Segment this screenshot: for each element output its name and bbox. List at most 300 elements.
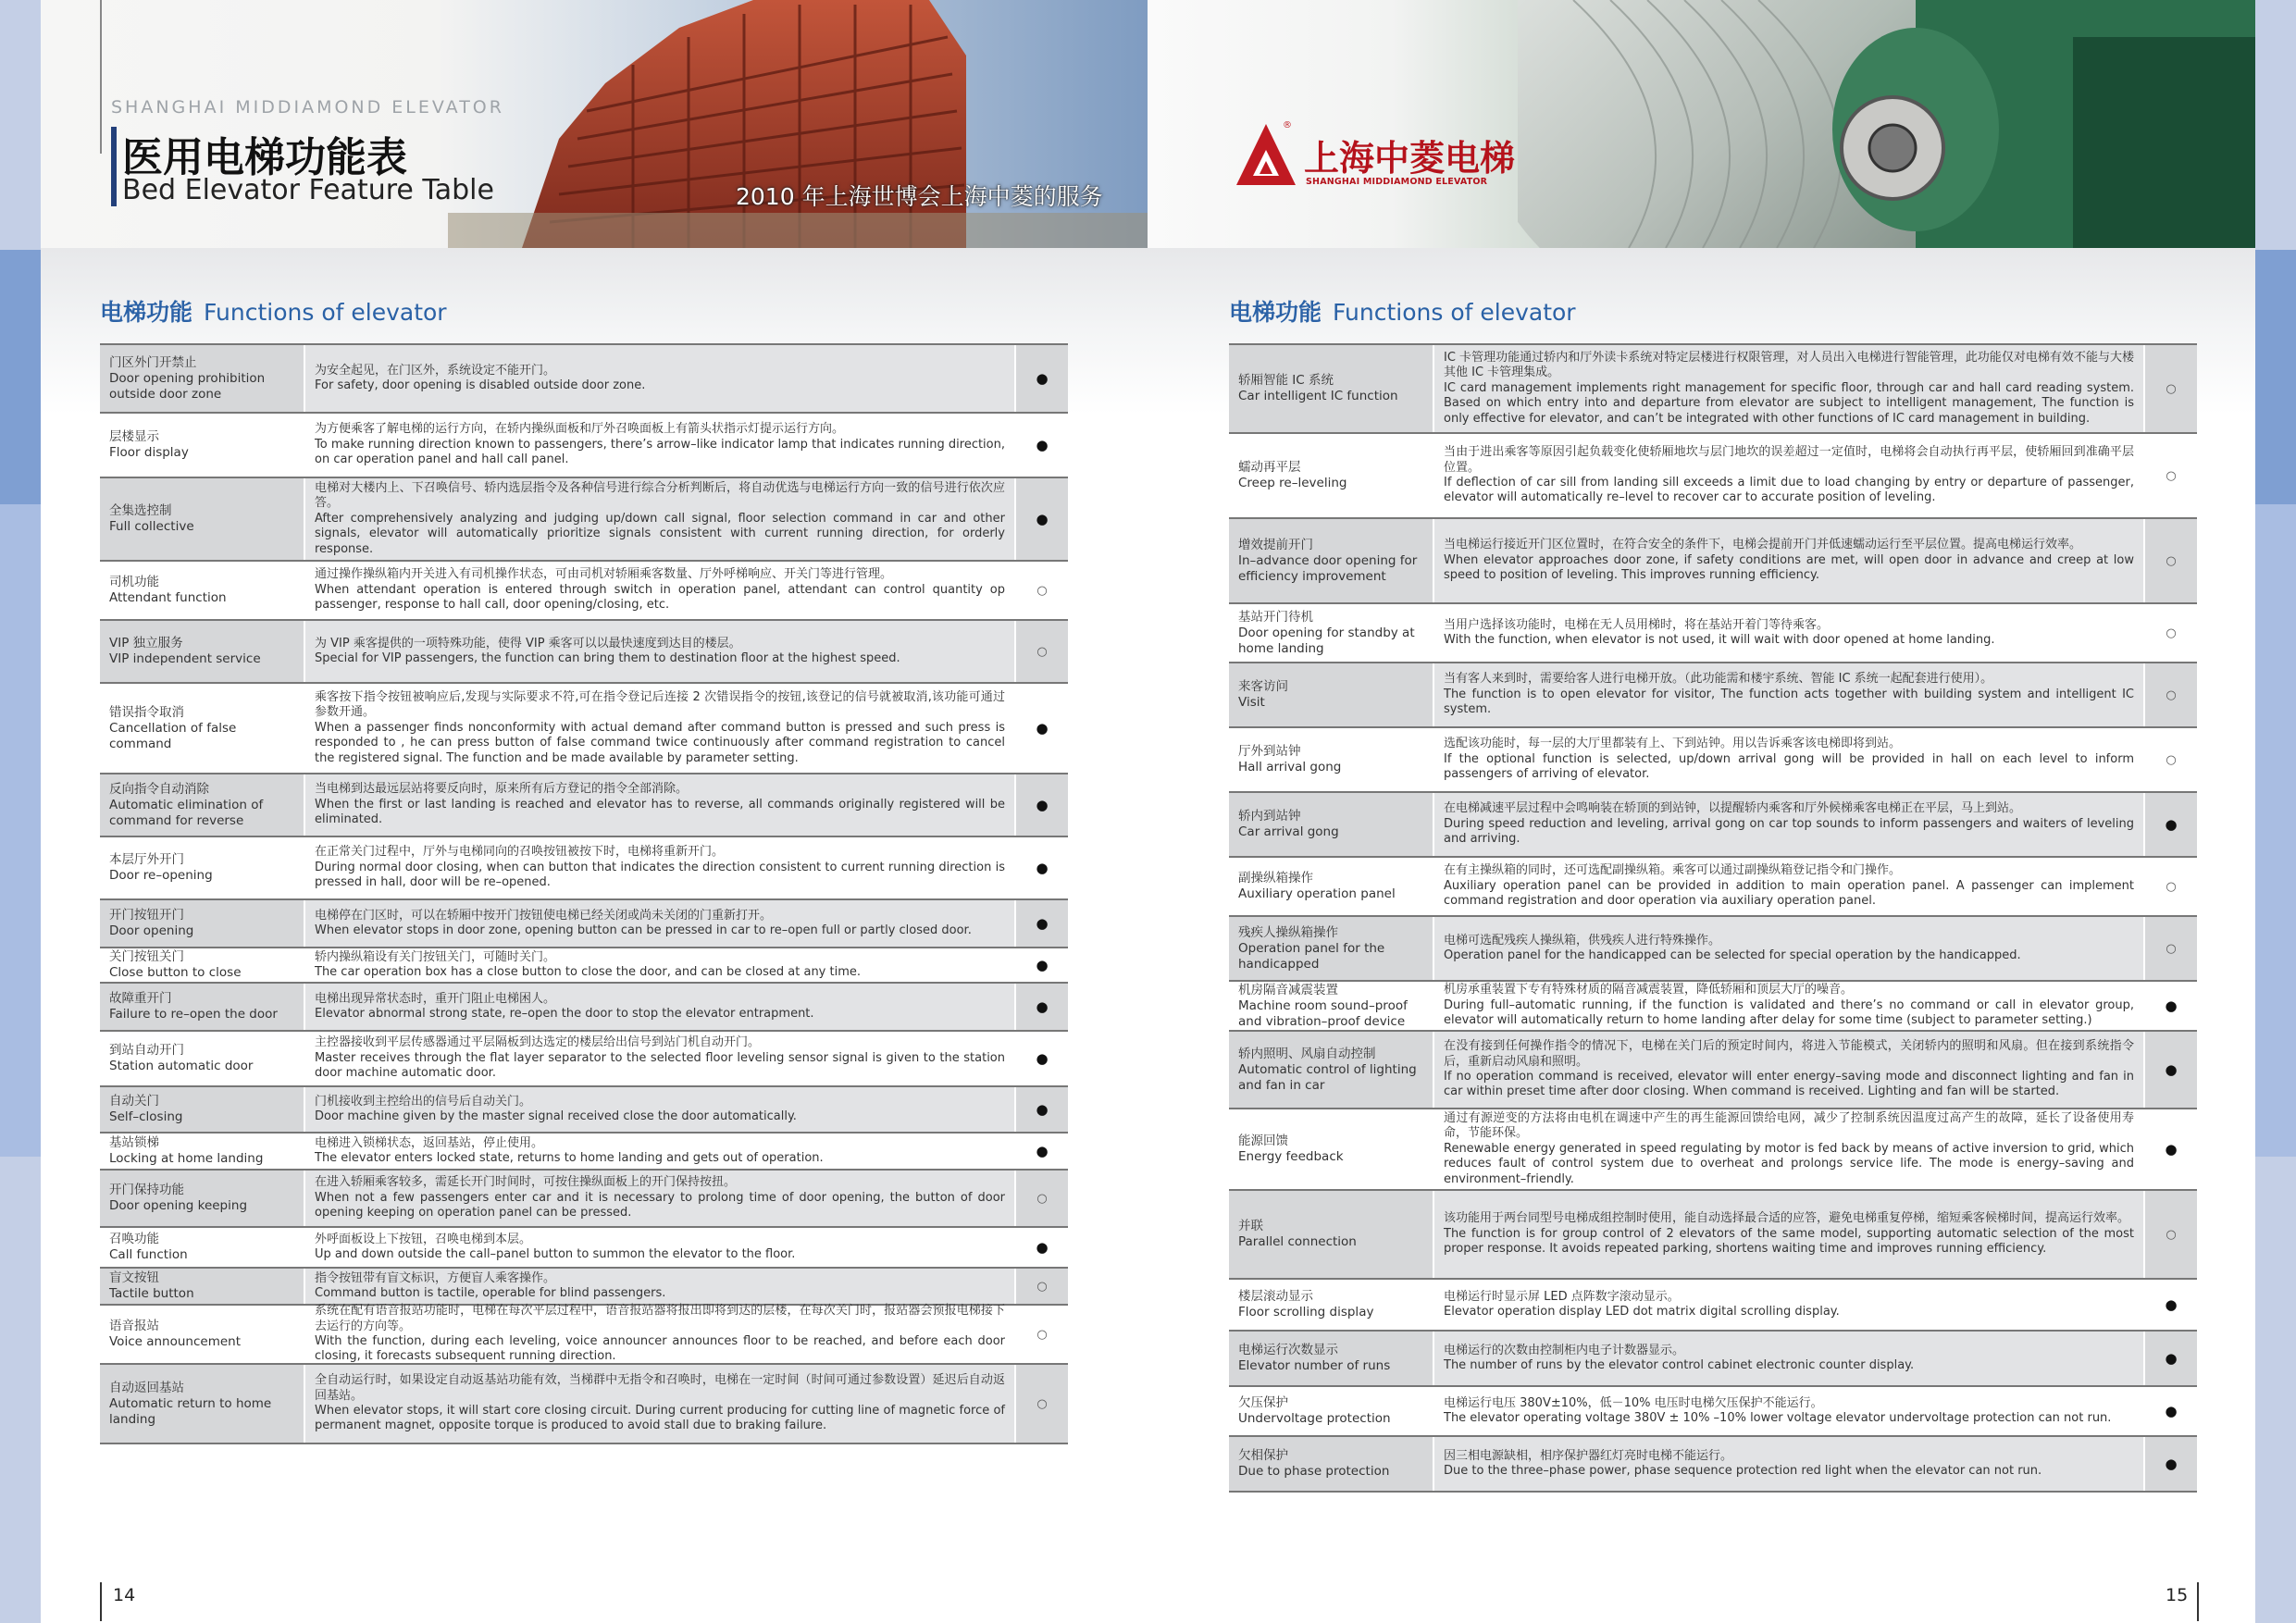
standard-mark-icon: ● [2165, 1296, 2178, 1313]
standard-mark-icon: ● [1036, 1143, 1049, 1159]
feature-description [305, 1306, 1016, 1363]
table-row [1229, 663, 2197, 728]
table-row [100, 774, 1068, 837]
feature-name [1229, 1437, 1434, 1491]
feature-name-en: Door opening keeping [109, 1198, 248, 1213]
feature-description-cn: 当由于进出乘客等原因引起负载变化使轿厢地坎与层门地坎的误差超过一定值时，电梯将会自动执行再平层，使轿厢回到准确平层位置。 [1444, 445, 2134, 475]
feature-name-en: Car intelligent IC function [1238, 389, 1398, 403]
standard-mark-icon: ● [2165, 997, 2178, 1014]
feature-name-en: Close button to close [109, 965, 242, 980]
table-row [100, 1032, 1068, 1087]
feature-description-cn: 门机接收到主控给出的信号后自动关门。 [315, 1094, 532, 1109]
optional-mark-icon: ○ [2166, 468, 2177, 483]
feature-description-cn: 当用户选择该功能时，电梯在无人员用梯时，将在基站开着门等待乘客。 [1444, 617, 1830, 632]
feature-description-en: When elevator stops, it will start core closing circuit. During current producing for cutting line of magnetic force of permanent magnet, opposite torque is produced to avoid stall due to braking failure. [315, 1404, 1005, 1433]
standard-mark-icon: ● [1016, 774, 1068, 836]
feature-description [305, 1134, 1016, 1169]
standard-mark-icon: ● [1036, 957, 1049, 973]
page-number: 14 [113, 1585, 136, 1605]
feature-description-cn: 在进入轿厢乘客较多，需延长开门时间时，可按住操纵面板上的开门保持按扭。 [315, 1175, 737, 1190]
feature-description [305, 414, 1016, 477]
feature-name-en: Operation panel for the handicapped [1238, 940, 1385, 972]
feature-description [1434, 1387, 2145, 1435]
feature-name-cn: 关门按钮关门 [109, 949, 184, 964]
optional-mark-icon: ○ [1016, 1171, 1068, 1226]
right-header [1148, 0, 2255, 248]
traction-machine-photo [1518, 0, 2255, 248]
standard-mark-icon: ● [1016, 345, 1068, 412]
feature-description-cn: 电梯运行电压 380V±10%，低－10% 电压时电梯欠压保护不能运行。 [1444, 1395, 1823, 1410]
feature-name-en: Voice announcement [109, 1334, 242, 1349]
feature-description [1434, 434, 2145, 517]
feature-description [305, 948, 1016, 982]
feature-name-cn: 轿内到站钟 [1238, 809, 1301, 824]
standard-mark-icon: ● [2165, 1403, 2178, 1419]
page-title-cn: 医用电梯功能表 [122, 134, 407, 181]
standard-mark-icon: ● [1016, 984, 1068, 1030]
feature-name [100, 1228, 305, 1267]
optional-mark-icon: ○ [1016, 621, 1068, 682]
photo-caption: 2010 年上海世博会上海中菱的服务 [736, 183, 1103, 210]
feature-name-en: Tactile button [109, 1286, 194, 1301]
feature-name [1229, 1109, 1434, 1189]
feature-name-en: Machine room sound–proof and vibration–proof device [1238, 997, 1408, 1029]
feature-description-en: If deflection of car sill from landing sill exceeds a limit due to load changing by entry or departure of passenger, elevator will automatically re–level to recover car to accurate position of leveling. [1444, 476, 2134, 505]
feature-name-cn: 基站锁梯 [109, 1135, 159, 1150]
feature-name-cn: 门区外门开禁止 [109, 354, 197, 370]
feature-description-cn: 电梯停在门区时，可以在轿厢中按开门按钮使电梯已经关闭或尚未关闭的门重新打开。 [315, 908, 773, 923]
feature-name-en: In–advance door opening for efficiency improvement [1238, 552, 1418, 584]
feature-description [1434, 858, 2145, 915]
feature-description [305, 1365, 1016, 1443]
standard-mark-icon: ● [1016, 900, 1068, 947]
feature-name-cn: 自动关门 [109, 1094, 159, 1109]
feature-name-cn: 副操纵箱操作 [1238, 871, 1313, 886]
feature-name [1229, 793, 1434, 856]
feature-description-en: Up and down outside the call–panel button to summon the elevator to the floor. [315, 1247, 796, 1261]
feature-description-en: The number of runs by the elevator control cabinet electronic counter display. [1444, 1358, 1915, 1372]
table-row [100, 621, 1068, 684]
feature-name [1229, 982, 1434, 1030]
feature-name-cn: 能源回馈 [1238, 1134, 1288, 1148]
feature-description-cn: 为安全起见，在门区外，系统设定不能开门。 [315, 363, 556, 378]
optional-mark-icon: ○ [1036, 583, 1048, 598]
feature-name [100, 1087, 305, 1132]
feature-description-en: When attendant operation is entered through switch in operation panel, attendant can control quantity op passenger, response to hall call, door opening/closing, etc. [315, 582, 1005, 613]
feature-description [1434, 1280, 2145, 1330]
feature-name-cn: 全集选控制 [109, 503, 172, 518]
feature-description-en: IC card management implements right management for specific floor, through car and hall card reading system. Based on which entry into and departure from elevator are subject to intelligent management, The function is only effective for elevator, and can’t be integrated with other functions of IC card management in building. [1444, 380, 2134, 426]
standard-mark-icon: ● [1036, 720, 1049, 737]
feature-description-cn: 当电梯到达最远层站将要反向时，原来所有后方登记的指令全部消除。 [315, 782, 689, 797]
feature-description-en: The elevator operating voltage 380V ± 10% –10% lower voltage elevator undervoltage protection can not run. [1444, 1411, 2112, 1425]
feature-name-en: Door re–opening [109, 868, 213, 883]
feature-name-cn: 轿厢智能 IC 系统 [1238, 373, 1334, 388]
table-row [1229, 1109, 2197, 1191]
table-row [100, 1269, 1068, 1306]
feature-name-en: Due to phase protection [1238, 1464, 1390, 1479]
feature-name [100, 345, 305, 412]
feature-name-en: Full collective [109, 519, 194, 534]
feature-description [305, 774, 1016, 836]
feature-description [305, 1032, 1016, 1085]
feature-name-cn: 蠕动再平层 [1238, 460, 1301, 475]
table-row [100, 984, 1068, 1032]
feature-description-cn: 主控器接收到平层传感器通过平层隔板到达选定的楼层给出信号到站门机自动开门。 [315, 1035, 761, 1050]
middiamond-logo-icon [1235, 118, 1297, 189]
optional-mark-icon: ○ [2145, 917, 2197, 980]
table-row [1229, 728, 2197, 793]
table-row [100, 1228, 1068, 1269]
feature-name [100, 837, 305, 898]
standard-mark-icon: ● [2145, 1032, 2197, 1108]
feature-description-en: Operation panel for the handicapped can be selected for special operation by the handicapped. [1444, 948, 2021, 962]
table-row [1229, 519, 2197, 604]
feature-name-cn: 司机功能 [109, 575, 159, 589]
feature-name-cn: 机房隔音减震装置 [1238, 982, 1338, 997]
optional-mark-icon: ○ [1036, 1327, 1048, 1342]
feature-name-en: VIP independent service [109, 651, 261, 666]
feature-description-en: With the function, when elevator is not used, it will wait with door opened at home landing. [1444, 633, 1995, 647]
feature-description-cn: 乘客按下指令按钮被响应后,发现与实际要求不符,可在指令登记后连接 2 次错误指令的按钮,该登记的信号就被取消,该功能可通过参数开通。 [315, 689, 1005, 720]
table-row [100, 478, 1068, 562]
table-row [1229, 604, 2197, 663]
standard-mark-icon: ● [1036, 860, 1049, 876]
feature-name [1229, 1332, 1434, 1385]
feature-description [305, 837, 1016, 898]
right-edge-stripe [2255, 0, 2296, 1623]
registered-mark: ® [1283, 120, 1292, 130]
feature-name [100, 684, 305, 773]
feature-name-cn: 电梯运行次数显示 [1238, 1343, 1338, 1357]
feature-description-cn: IC 卡管理功能通过轿内和厅外读卡系统对特定层楼进行权限管理，对人员出入电梯进行智能管理，此功能仅对电梯有效不能与大楼其他 IC 卡管理集成。 [1444, 350, 2134, 380]
feature-description [305, 900, 1016, 947]
table-row [1229, 793, 2197, 858]
table-row [1229, 1032, 2197, 1109]
feature-description-cn: 该功能用于两台同型号电梯成组控制时使用，能自动选择最合适的应答，避免电梯重复停梯，缩短乘客候梯时间，提高运行效率。 [1444, 1211, 2130, 1226]
feature-description-cn: 为方便乘客了解电梯的运行方向，在轿内操纵面板和厅外召唤面板上有箭头状指示灯提示运行方向。 [315, 422, 845, 437]
feature-description-en: Master receives through the flat layer separator to the selected floor leveling sensor signal is given to the station door machine automatic door. [315, 1050, 1005, 1081]
feature-name-cn: 并联 [1238, 1219, 1263, 1233]
feature-description-en: Command button is tactile, operable for blind passengers. [315, 1286, 666, 1300]
feature-name-cn: 层楼显示 [109, 429, 159, 444]
feature-name-en: Door opening [109, 923, 194, 938]
feature-name-en: Call function [109, 1247, 188, 1262]
standard-mark-icon: ● [2165, 1141, 2178, 1158]
table-row [100, 837, 1068, 900]
standard-mark-icon: ● [1036, 1050, 1049, 1067]
feature-name [1229, 1387, 1434, 1435]
feature-description [1434, 345, 2145, 432]
feature-description-en: During normal door closing, when can button that indicates the direction consistent to current running direction is pressed in hall, door will be re–opened. [315, 860, 1005, 890]
brand-tagline: SHANGHAI MIDDIAMOND ELEVATOR [111, 97, 504, 118]
feature-description-en: When elevator approaches door zone, if safety conditions are met, will open door in advance and creep at low speed to position of leveling. This improves running efficiency. [1444, 552, 2134, 583]
table-row [1229, 1437, 2197, 1493]
feature-description [1434, 1437, 2145, 1491]
feature-description-cn: 指令按钮带有盲文标识，方便盲人乘客操作。 [315, 1270, 556, 1285]
right-feature-table [1229, 343, 2197, 1493]
feature-description-cn: 选配该功能时，每一层的大厅里都装有上、下到站钟。用以告诉乘客该电梯即将到站。 [1444, 737, 1902, 751]
feature-description [305, 684, 1016, 773]
standard-mark-icon: ● [2145, 1332, 2197, 1385]
feature-name-en: Failure to re–open the door [109, 1007, 278, 1022]
feature-description-en: When the first or last landing is reached and elevator has to reverse, all commands originally registered will be eliminated. [315, 797, 1005, 827]
feature-name [100, 948, 305, 982]
feature-description [1434, 1332, 2145, 1385]
feature-description-cn: 轿内操纵箱设有关门按钮关门，可随时关门。 [315, 949, 556, 964]
feature-description [1434, 793, 2145, 856]
feature-description-cn: 外呼面板设上下按钮，召唤电梯到本层。 [315, 1232, 532, 1246]
table-row [100, 1134, 1068, 1171]
feature-name-cn: 到站自动开门 [109, 1043, 184, 1058]
table-row [100, 345, 1068, 414]
feature-name [1229, 728, 1434, 791]
optional-mark-icon: ○ [2145, 345, 2197, 432]
feature-description [305, 1171, 1016, 1226]
feature-name [1229, 917, 1434, 980]
feature-name-cn: 反向指令自动消除 [109, 781, 209, 797]
feature-description [1434, 1032, 2145, 1108]
feature-description-en: The function is to open elevator for visitor, The function acts together with building system and intelligent IC system. [1444, 687, 2134, 717]
feature-description-cn: 电梯进入锁梯状态，返回基站，停止使用。 [315, 1135, 544, 1150]
feature-name-en: Car arrival gong [1238, 824, 1339, 839]
left-edge-stripe [0, 0, 41, 1623]
feature-name-cn: 开门保持功能 [109, 1183, 184, 1197]
standard-mark-icon: ● [2145, 793, 2197, 856]
feature-description-en: During full–automatic running, if the function is validated and there’s no command or call in elevator group, elevator will automatically return to home landing after delay for some time (subject to parameter setting.) [1444, 997, 2134, 1028]
right-section-title: 电梯功能 Functions of elevator [1229, 299, 1576, 326]
feature-name-en: Station automatic door [109, 1059, 254, 1073]
feature-description-en: To make running direction known to passengers, there’s arrow–like indicator lamp that indicates running direction, on car operation panel and hall call panel. [315, 437, 1005, 467]
feature-description [1434, 982, 2145, 1030]
standard-mark-icon: ● [1016, 478, 1068, 560]
feature-name [100, 1032, 305, 1085]
feature-description [305, 478, 1016, 560]
feature-name [1229, 1032, 1434, 1108]
feature-name [1229, 519, 1434, 602]
feature-description [1434, 1191, 2145, 1278]
feature-description [305, 984, 1016, 1030]
standard-mark-icon: ● [1036, 1239, 1049, 1256]
feature-name [1229, 434, 1434, 517]
feature-name-en: Cancellation of false command [109, 720, 237, 751]
feature-name-cn: VIP 独立服务 [109, 636, 183, 650]
optional-mark-icon: ○ [2166, 752, 2177, 767]
table-row [1229, 345, 2197, 434]
page-number-rule [2197, 1582, 2199, 1621]
feature-name-cn: 增效提前开门 [1238, 537, 1313, 552]
feature-description-cn: 为 VIP 乘客提供的一项特殊功能，使得 VIP 乘客可以以最快速度到达目的楼层。 [315, 636, 741, 650]
table-row [1229, 1332, 2197, 1387]
feature-name [100, 562, 305, 619]
feature-name [100, 984, 305, 1030]
feature-description-cn: 因三相电源缺相，相序保护器红灯亮时电梯不能运行。 [1444, 1448, 1733, 1463]
feature-name-en: Creep re–leveling [1238, 476, 1347, 490]
feature-name-cn: 本层厅外开门 [109, 852, 184, 867]
feature-description-cn: 电梯运行的次数由控制柜内电子计数器显示。 [1444, 1343, 1685, 1357]
standard-mark-icon: ● [1016, 1087, 1068, 1132]
logo-text-en: SHANGHAI MIDDIAMOND ELEVATOR [1306, 177, 1488, 187]
table-row [1229, 1387, 2197, 1437]
feature-name-en: Attendant function [109, 590, 227, 605]
feature-name [1229, 1191, 1434, 1278]
feature-name-en: Automatic control of lighting and fan in car [1238, 1061, 1417, 1093]
feature-description-en: For safety, door opening is disabled outside door zone. [315, 378, 646, 392]
table-row [100, 414, 1068, 478]
table-row [1229, 858, 2197, 917]
table-row [100, 562, 1068, 621]
feature-description-cn: 在正常关门过程中，厅外与电梯同向的召唤按钮被按下时，电梯将重新开门。 [315, 845, 725, 860]
feature-name-en: Parallel connection [1238, 1234, 1357, 1249]
feature-name-cn: 自动返回基站 [109, 1380, 184, 1395]
feature-description [1434, 663, 2145, 726]
feature-name-cn: 厅外到站钟 [1238, 744, 1301, 759]
table-row [100, 1171, 1068, 1228]
table-row [100, 1087, 1068, 1134]
feature-name [100, 621, 305, 682]
feature-description [1434, 728, 2145, 791]
feature-name-cn: 开门按钮开门 [109, 908, 184, 923]
feature-name-cn: 楼层滚动显示 [1238, 1289, 1313, 1304]
title-accent-bar [111, 127, 117, 206]
optional-mark-icon: ○ [1016, 1365, 1068, 1443]
feature-description-en: The function is for group control of 2 elevators of the same model, supporting automatic selection of the most proper response. It avoids repeated parking, shortens waiting time and improves running efficiency. [1444, 1226, 2134, 1257]
feature-name-cn: 欠相保护 [1238, 1448, 1288, 1463]
feature-name [100, 900, 305, 947]
table-row [100, 900, 1068, 948]
feature-description-cn: 电梯可选配残疾人操纵箱，供残疾人进行特殊操作。 [1444, 933, 1721, 948]
feature-description-cn: 在没有接到任何操作指令的情况下，电梯在关门后的预定时间内，将进入节能模式，关闭轿内的照明和风扇。但在接到系统指令后，重新启动风扇和照明。 [1444, 1039, 2134, 1069]
feature-description-en: Special for VIP passengers, the function can bring them to destination floor at the highest speed. [315, 651, 900, 665]
feature-description [305, 562, 1016, 619]
feature-name-en: Floor display [109, 445, 189, 460]
feature-description-en: Due to the three–phase power, phase sequence protection red light when the elevator can not run. [1444, 1464, 2042, 1478]
feature-name-cn: 欠压保护 [1238, 1395, 1288, 1410]
feature-name-en: Door opening for standby at home landing [1238, 625, 1415, 656]
table-row [1229, 982, 2197, 1032]
feature-name-en: Energy feedback [1238, 1149, 1344, 1164]
feature-name-en: Hall arrival gong [1238, 760, 1342, 774]
feature-description-en: Door machine given by the master signal received close the door automatically. [315, 1109, 797, 1123]
feature-name-en: Automatic return to home landing [109, 1395, 272, 1427]
optional-mark-icon: ○ [2145, 663, 2197, 726]
table-row [1229, 1280, 2197, 1332]
feature-name-cn: 故障重开门 [109, 991, 172, 1006]
optional-mark-icon: ○ [1016, 1269, 1068, 1304]
feature-name-cn: 错误指令取消 [109, 704, 184, 720]
optional-mark-icon: ○ [2145, 519, 2197, 602]
feature-name-cn: 召唤功能 [109, 1232, 159, 1246]
feature-description-en: The car operation box has a close button to close the door, and can be closed at any time. [315, 965, 862, 979]
feature-name [100, 478, 305, 560]
left-feature-table [100, 343, 1068, 1444]
feature-name [100, 1306, 305, 1363]
page-number-rule [100, 1582, 102, 1621]
feature-description-cn: 机房承重装置下专有特殊材质的隔音减震装置，降低轿厢和顶层大厅的噪音。 [1444, 983, 1854, 997]
feature-description-en: Auxiliary operation panel can be provided in addition to main operation panel. A passenger can implement command registration and door operation via auxiliary operation panel. [1444, 878, 2134, 909]
header-vertical-rule [100, 0, 102, 154]
feature-name [100, 1171, 305, 1226]
logo-text-cn: 上海中菱电梯 [1304, 137, 1516, 179]
feature-description-cn: 全自动运行时，如果设定自动返基站功能有效，当梯群中无指令和召唤时，电梯在一定时间（时间可通过参数设置）延迟后自动返回基站。 [315, 1373, 1005, 1403]
feature-description-cn: 电梯出现异常状态时，重开门阻止电梯困人。 [315, 991, 556, 1006]
feature-description-en: If no operation command is received, elevator will enter energy–saving mode and disconnect lighting and fan in car within preset time after door closing. When command is received. Lighting and fan will be started. [1444, 1070, 2134, 1099]
feature-name-en: Locking at home landing [109, 1151, 264, 1166]
feature-description [1434, 604, 2145, 662]
feature-name-cn: 基站开门待机 [1238, 609, 1313, 625]
feature-name [1229, 1280, 1434, 1330]
feature-description-en: During speed reduction and leveling, arrival gong on car top sounds to inform passengers and waiters of leveling and arriving. [1444, 816, 2134, 847]
feature-description [1434, 519, 2145, 602]
feature-description-cn: 通过有源逆变的方法将由电机在调速中产生的再生能源回馈给电网，减少了控制系统因温度过高产生的故障，延长了设备使用寿命，节能环保。 [1444, 1110, 2134, 1141]
feature-description [305, 345, 1016, 412]
feature-name-en: Visit [1238, 695, 1265, 710]
feature-description [1434, 1109, 2145, 1189]
feature-description-cn: 通过操作操纵箱内开关进入有司机操作状态，可由司机对轿厢乘客数量、厅外呼梯响应、开关门等进行管理。 [315, 567, 893, 582]
feature-description-cn: 电梯运行时显示屏 LED 点阵数字滚动显示。 [1444, 1289, 1680, 1304]
feature-description-en: After comprehensively analyzing and judging up/down call signal, floor selection command in car and other signals, elevator will automatically prioritize signals consistent with current running direction, for orderly response. [315, 511, 1005, 556]
feature-description-cn: 当有客人来到时，需要给客人进行电梯开放。（此功能需和楼宇系统、智能 IC 系统一起配套进行使用）。 [1444, 672, 1993, 687]
feature-name [1229, 345, 1434, 432]
feature-description-cn: 当电梯运行接近开门区位置时，在符合安全的条件下，电梯会提前开门并低速蠕动运行至平层位置。提高电梯运行效率。 [1444, 538, 2082, 552]
feature-description-en: When not a few passengers enter car and it is necessary to prolong time of door opening, the button of door opening keeping on operation panel can be pressed. [315, 1190, 1005, 1220]
feature-name-cn: 残疾人操纵箱操作 [1238, 924, 1338, 940]
optional-mark-icon: ○ [2166, 626, 2177, 640]
feature-name [100, 414, 305, 477]
feature-name [100, 1134, 305, 1169]
feature-name-cn: 来客访问 [1238, 679, 1288, 694]
table-row [100, 684, 1068, 774]
feature-description-en: With the function, during each leveling, voice announcer announces floor to be reached, and before each door closing, it forecasts subsequent running direction. [315, 1334, 1005, 1364]
feature-description-cn: 在有主操纵箱的同时，还可选配副操纵箱。乘客可以通过副操纵箱登记指令和门操作。 [1444, 863, 1902, 878]
feature-description-en: Elevator operation display LED dot matrix digital scrolling display. [1444, 1305, 1840, 1319]
feature-description [305, 621, 1016, 682]
feature-description-en: The elevator enters locked state, returns to home landing and gets out of operation. [315, 1151, 824, 1165]
feature-name-en: Door opening prohibition outside door zone [109, 370, 266, 402]
feature-description [305, 1228, 1016, 1267]
optional-mark-icon: ○ [2145, 1191, 2197, 1278]
table-row [100, 1306, 1068, 1365]
feature-description-en: Elevator abnormal strong state, re–open the door to stop the elevator entrapment. [315, 1007, 814, 1021]
feature-name-en: Floor scrolling display [1238, 1305, 1374, 1319]
feature-description-cn: 在电梯减速平层过程中会鸣响装在轿顶的到站钟，以提醒轿内乘客和厅外候梯乘客电梯正在平层，马上到站。 [1444, 801, 2022, 816]
feature-description [305, 1269, 1016, 1304]
feature-description-cn: 系统在配有语音报站功能时，电梯在每次平层过程中，语音报站器将报出即将到达的层楼，在每次关门时，报站器会预报电梯接下去运行的方向等。 [315, 1304, 1005, 1333]
feature-name-cn: 轿内照明、风扇自动控制 [1238, 1046, 1376, 1061]
feature-description [1434, 917, 2145, 980]
feature-description-en: Renewable energy generated in speed regulating by motor is fed back by means of active inversion to grid, which reduces fault of control system due to overheat and prolongs service life. The mode is energy–saving and environment–friendly. [1444, 1141, 2134, 1186]
page-title-en: Bed Elevator Feature Table [122, 174, 494, 206]
table-row [100, 948, 1068, 984]
feature-description-en: When elevator stops in door zone, opening button can be pressed in car to re–open full or partly closed door. [315, 923, 972, 937]
feature-description [305, 1087, 1016, 1132]
feature-name [1229, 663, 1434, 726]
feature-name-en: Auxiliary operation panel [1238, 886, 1396, 901]
feature-name [100, 1269, 305, 1304]
table-row [1229, 917, 2197, 982]
feature-description-en: When a passenger finds nonconformity with actual demand after command button is pressed and such press is responded to , he can press button of false command twice continuously after command registration to cancel the registered signal. The function and be made available by parameter setting. [315, 720, 1005, 765]
feature-name-en: Undervoltage protection [1238, 1411, 1391, 1426]
table-row [1229, 434, 2197, 519]
optional-mark-icon: ○ [2166, 879, 2177, 894]
page-number: 15 [2166, 1585, 2189, 1605]
standard-mark-icon: ● [2145, 1437, 2197, 1491]
feature-name [100, 774, 305, 836]
feature-name [100, 1365, 305, 1443]
feature-name-en: Automatic elimination of command for reverse [109, 797, 264, 828]
table-row [1229, 1191, 2197, 1280]
feature-name-cn: 盲文按钮 [109, 1270, 159, 1285]
